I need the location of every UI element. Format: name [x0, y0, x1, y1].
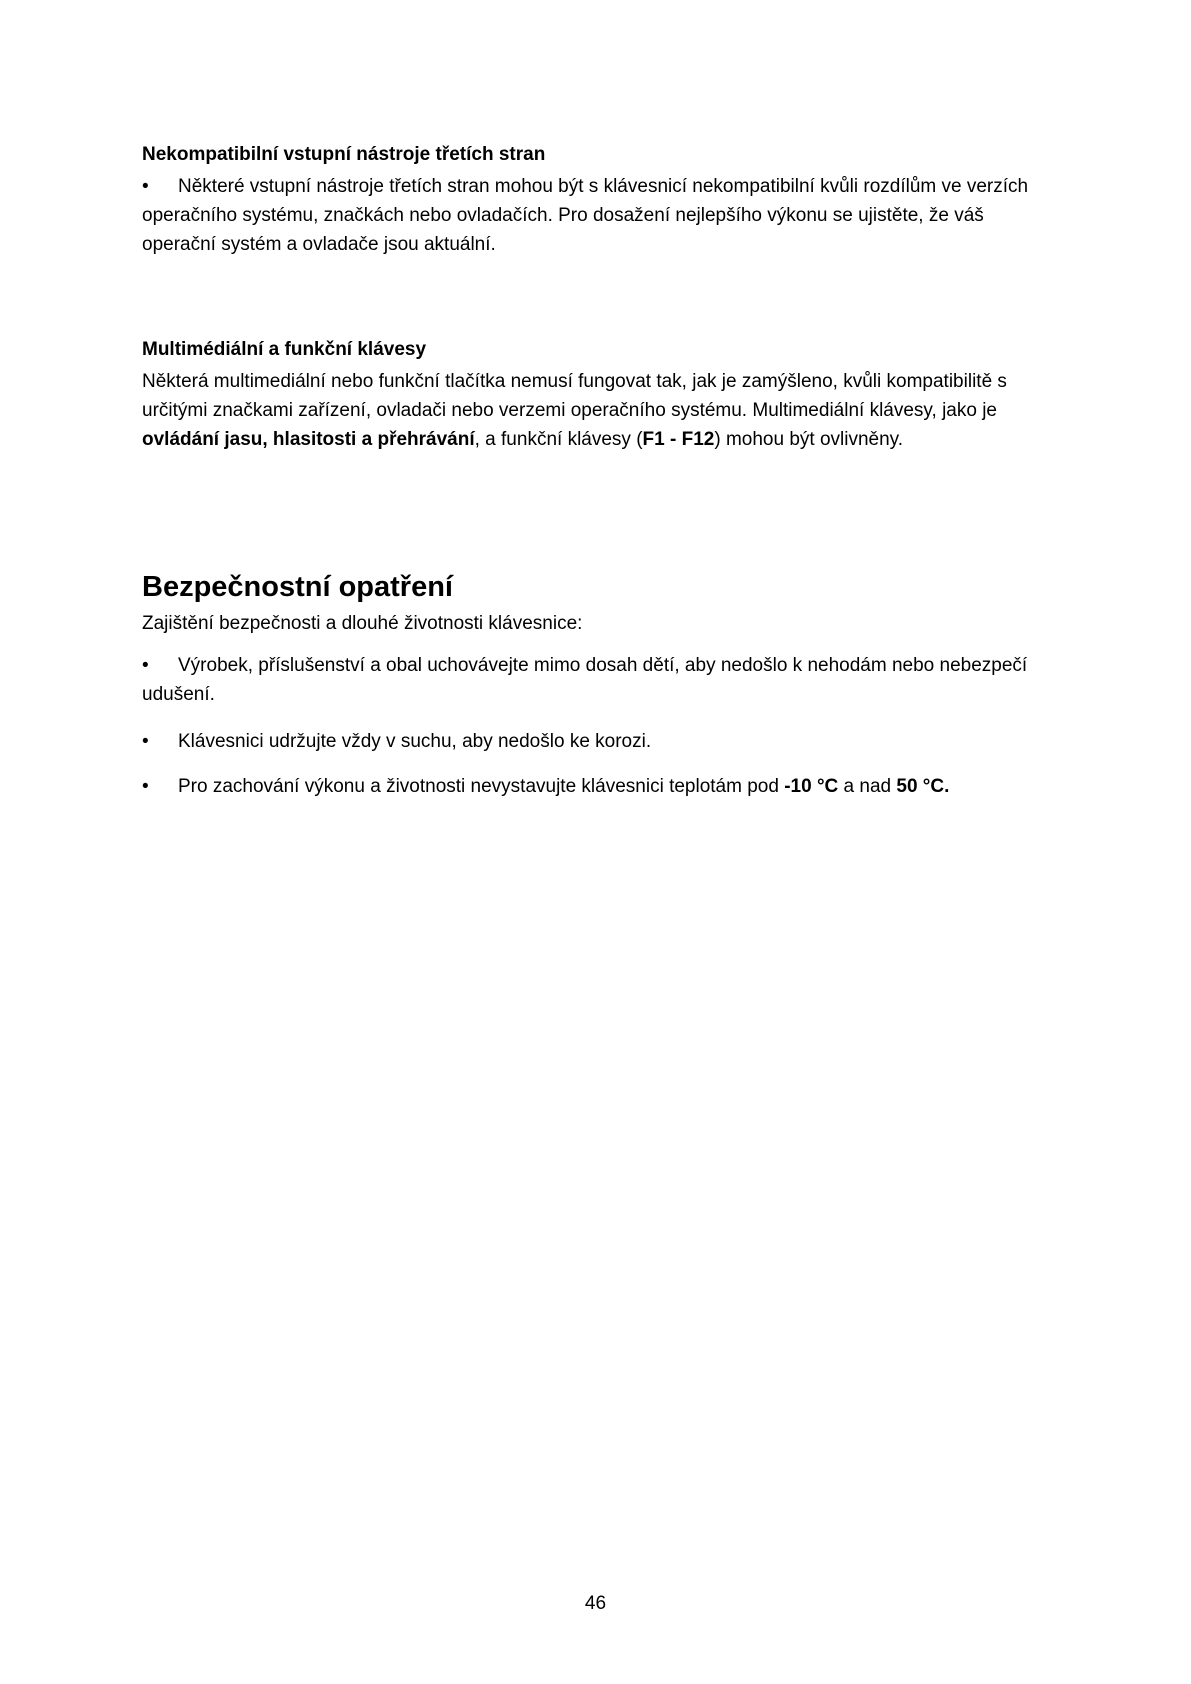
page-number: 46 — [584, 1593, 607, 1614]
bullet-icon: • — [142, 655, 149, 676]
bullet-icon: • — [142, 776, 149, 797]
safety-intro: Zajištění bezpečnosti a dlouhé životnosti klávesnice: — [142, 613, 583, 634]
bold-function-keys: F1 - F12 — [642, 429, 715, 450]
bold-multimedia-controls: ovládání jasu, hlasitosti a přehrávání — [142, 429, 475, 450]
paragraph-multimedia-keys: Některá multimediální nebo funkční tlačítka nemusí fungovat tak, jak je zamýšleno, kvůli kompatibilitě s určitými značkami zařízení, ovladači nebo verzemi operačního systému. Multimediální klávesy, jako je ovládání jasu, hlasitosti a přehrávání, a funkční klávesy (F1 - F12) mohou být ovlivněny. — [142, 371, 1007, 450]
bold-min-temperature: -10 °C — [784, 776, 839, 797]
safety-bullet-children — [142, 651, 1062, 709]
bullet-text: Klávesnici udržujte vždy v suchu, aby nedošlo ke korozi. — [178, 731, 652, 752]
bold-max-temperature: 50 °C. — [896, 776, 950, 797]
section-heading-incompatible-tools: Nekompatibilní vstupní nástroje třetích stran — [142, 144, 546, 165]
bullet-icon: • — [142, 176, 149, 197]
bullet-icon: • — [142, 731, 149, 752]
safety-bullet-temperature: • Pro zachování výkonu a životnosti nevystavujte klávesnici teplotám pod -10 °C a nad 50 °C. — [142, 772, 1062, 801]
safety-heading: Bezpečnostní opatření — [142, 571, 453, 603]
bullet-text: Výrobek, příslušenství a obal uchovávejte mimo dosah dětí, aby nedošlo k nehodám nebo nebezpečí udušení. — [142, 655, 1028, 705]
bullet-text: Některé vstupní nástroje třetích stran mohou být s klávesnicí nekompatibilní kvůli rozdílům ve verzích operačního systému, značkách nebo ovladačích. Pro dosažení nejlepšího výkonu se ujistěte, že váš operační systém a ovladače jsou aktuální. — [142, 176, 1029, 255]
safety-bullet-dry — [142, 727, 1062, 756]
bullet-item-incompatible-tools — [142, 172, 1062, 259]
section-heading-multimedia-keys: Multimédiální a funkční klávesy — [142, 339, 427, 360]
